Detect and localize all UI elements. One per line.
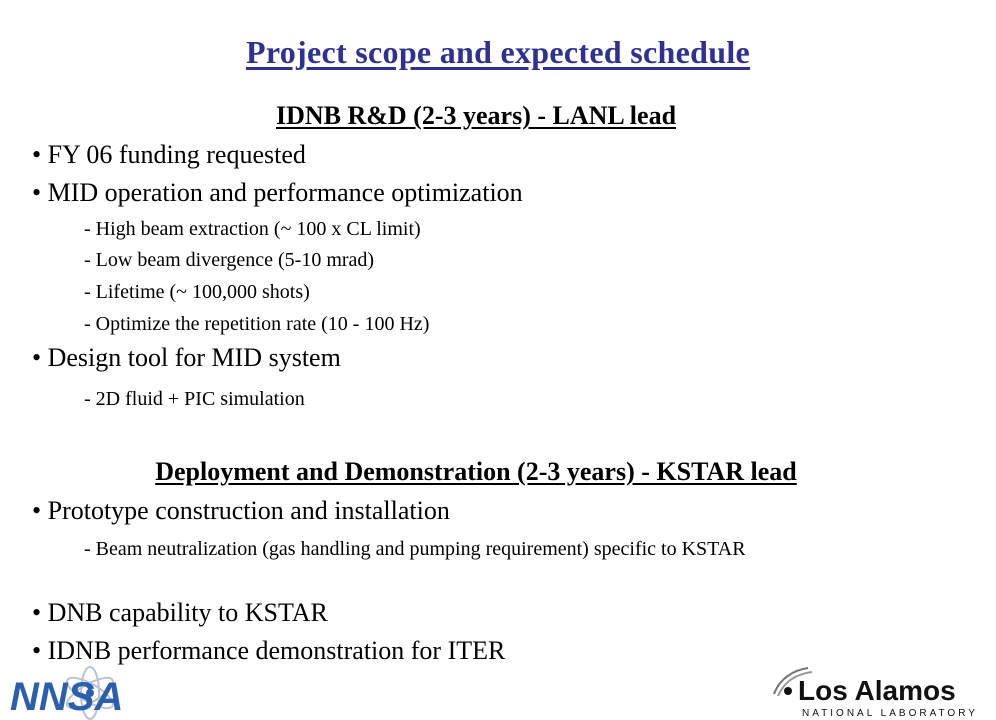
bullet-text: Design tool for MID system: [47, 343, 341, 372]
los-alamos-logo: [768, 664, 978, 720]
los-alamos-logo-text: Los Alamos: [798, 675, 956, 706]
bullet-text: MID operation and performance optimization: [47, 178, 523, 207]
bullet-item: • DNB capability to KSTAR: [32, 598, 328, 627]
bullet-text: Prototype construction and installation: [47, 496, 450, 525]
bullet-item: • IDNB performance demonstration for ITER: [32, 636, 506, 665]
section-heading-rnd: IDNB R&D (2-3 years) - LANL lead: [275, 101, 677, 130]
bullet-item: • Prototype construction and installation: [32, 496, 450, 525]
bullet-item: • MID operation and performance optimization: [32, 178, 523, 207]
los-alamos-logo-subtext: NATIONAL LABORATORY: [802, 708, 978, 719]
sub-item: - Lifetime (~ 100,000 shots): [84, 281, 310, 303]
sub-item: - Beam neutralization (gas handling and pumping requirement) specific to KSTAR: [84, 538, 746, 560]
nnsa-logo-text: NNSA: [10, 675, 124, 719]
bullet-text: FY 06 funding requested: [47, 140, 306, 169]
sub-item: - High beam extraction (~ 100 x CL limit): [84, 218, 421, 240]
section-heading-deployment: Deployment and Demonstration (2-3 years) - KSTAR lead: [155, 457, 797, 486]
sub-item: - Optimize the repetition rate (10 - 100 Hz): [84, 313, 430, 335]
nnsa-logo: [6, 666, 136, 720]
slide-title: Project scope and expected schedule: [245, 34, 751, 70]
bullet-item: • Design tool for MID system: [32, 343, 341, 372]
bullet-text: IDNB performance demonstration for ITER: [47, 636, 506, 665]
sub-item: - 2D fluid + PIC simulation: [84, 388, 305, 410]
bullet-text: DNB capability to KSTAR: [47, 598, 328, 627]
bullet-item: • FY 06 funding requested: [32, 140, 306, 169]
sub-item: - Low beam divergence (5-10 mrad): [84, 249, 375, 271]
